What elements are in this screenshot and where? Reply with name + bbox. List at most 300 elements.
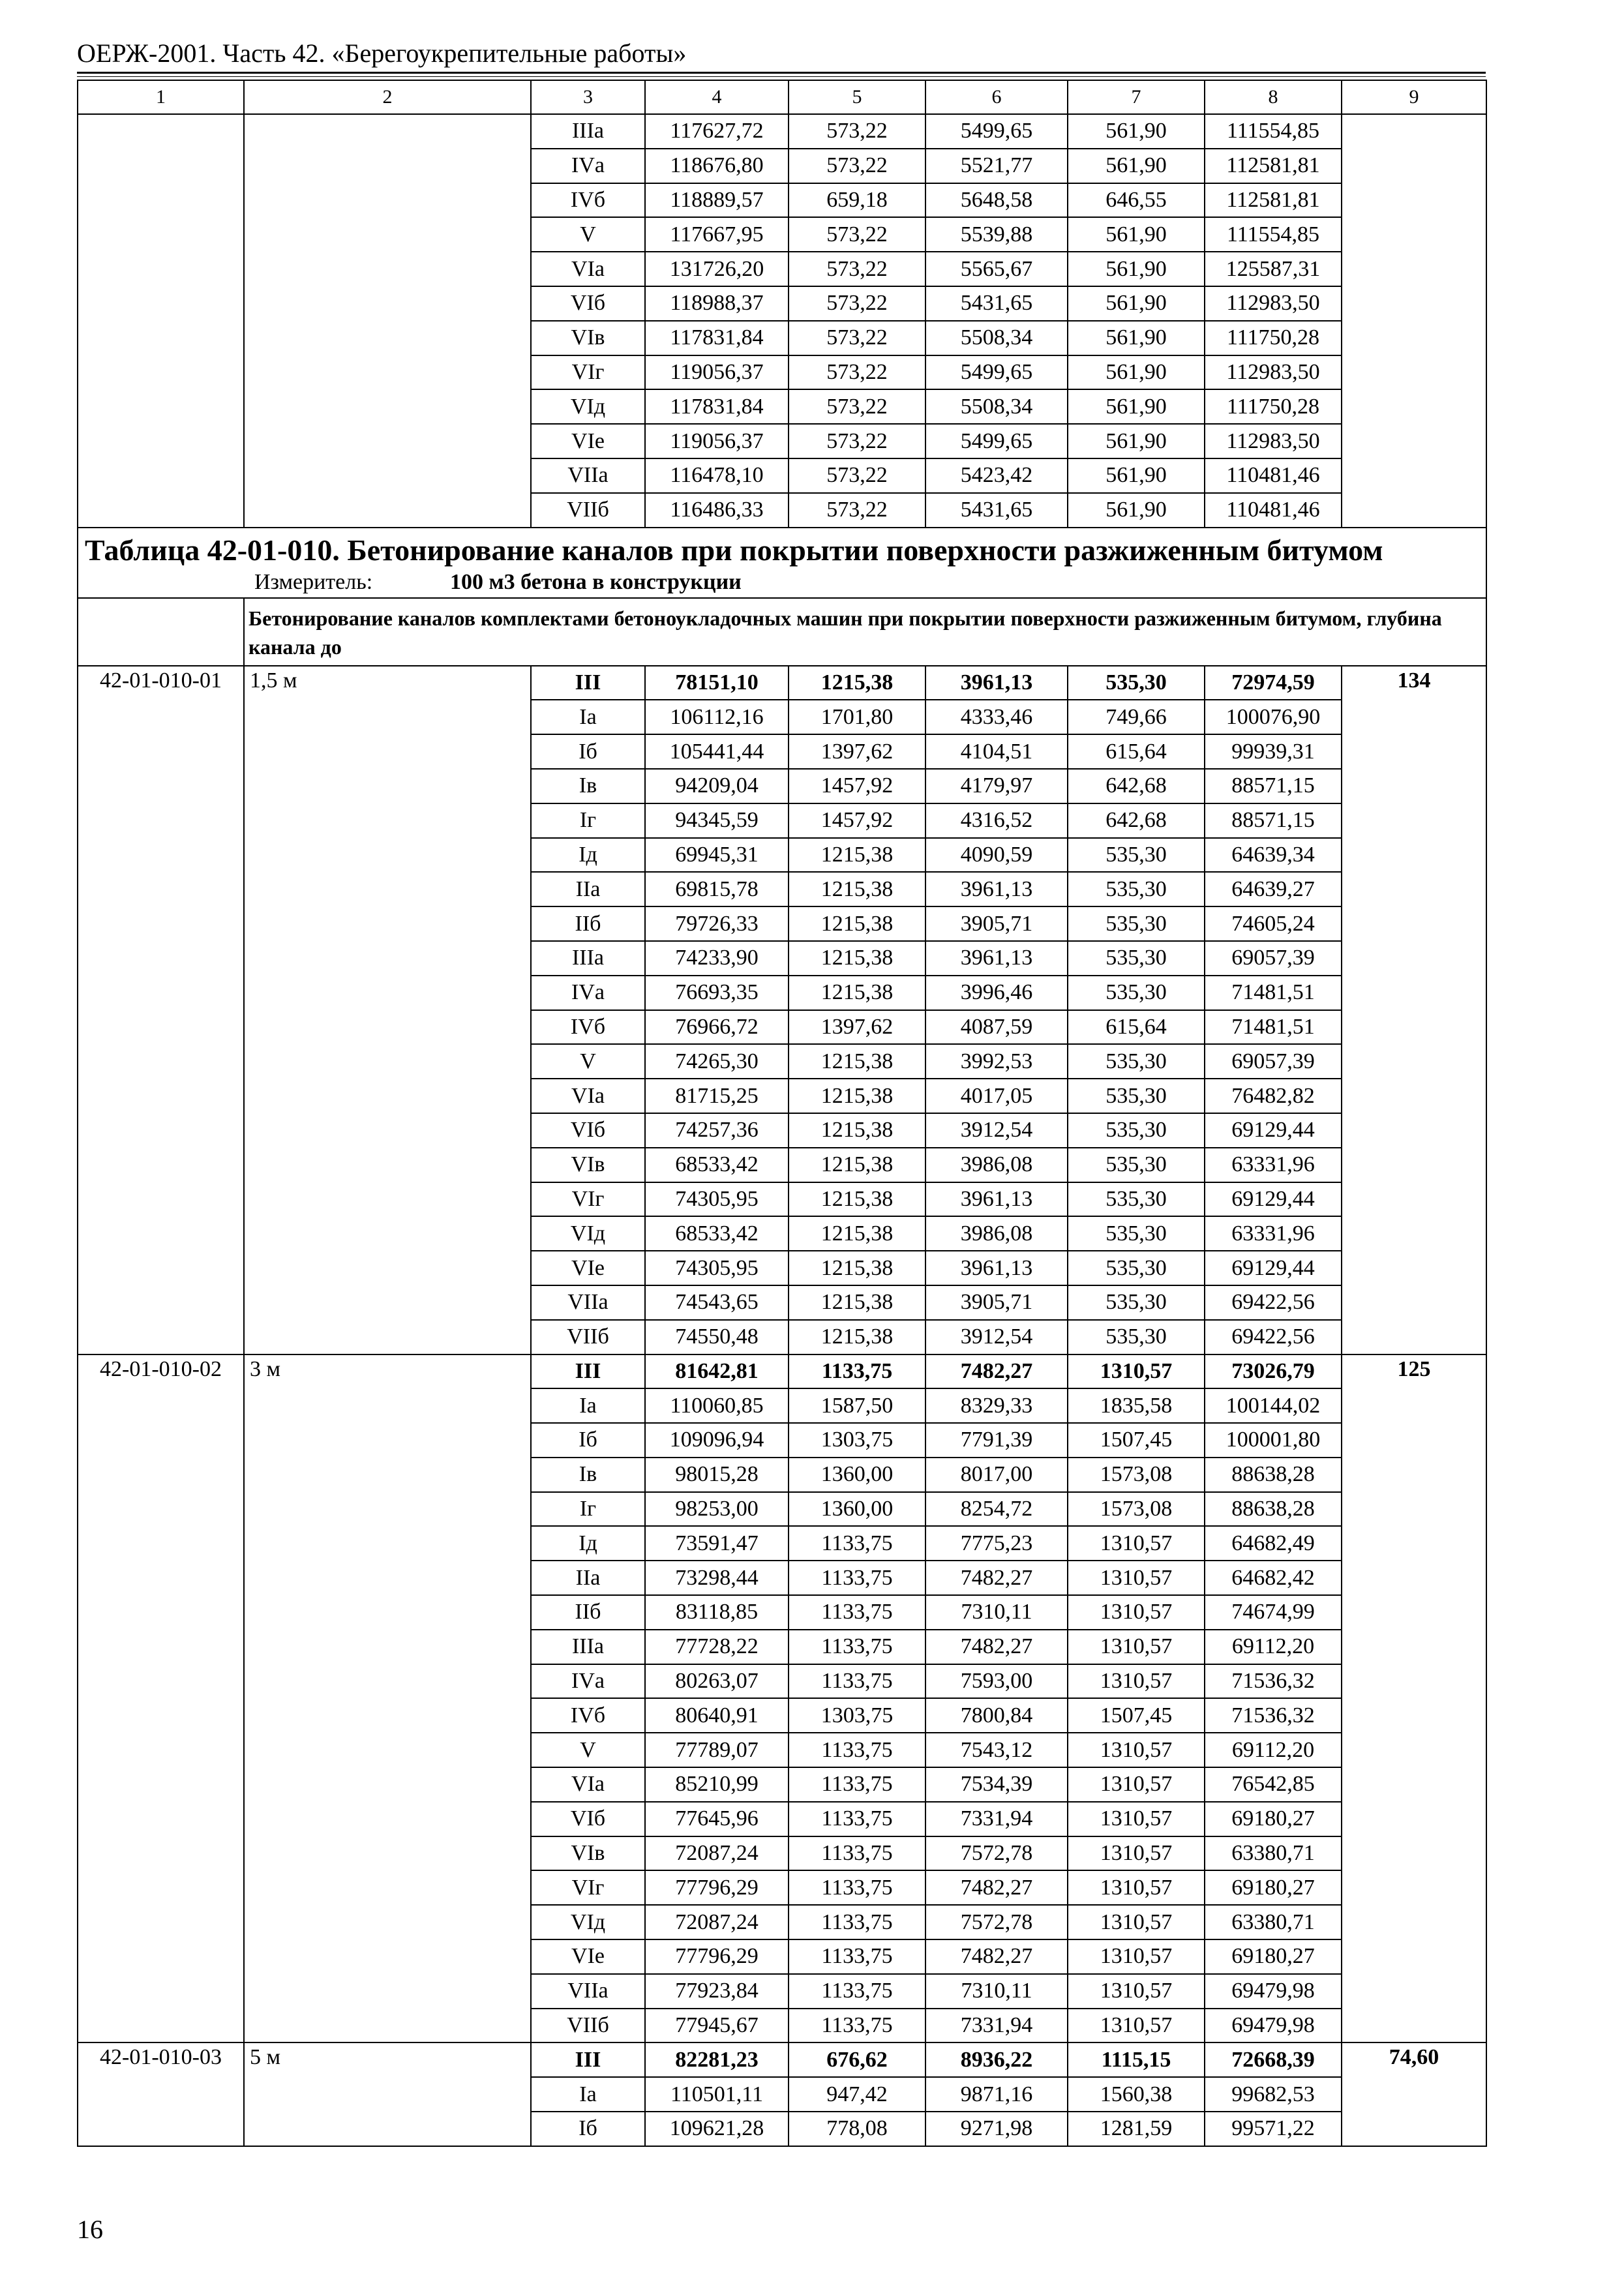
value-cell: 69129,44 [1205, 1251, 1342, 1285]
value-cell: 573,22 [789, 389, 925, 424]
value-cell: 615,64 [1068, 734, 1205, 769]
value-cell: 110481,46 [1205, 493, 1342, 528]
value-cell: 659,18 [789, 183, 925, 218]
value-cell: 7543,12 [925, 1733, 1068, 1767]
value-cell: 76693,35 [645, 976, 789, 1010]
value-cell: 76542,85 [1205, 1767, 1342, 1802]
value-cell: 1310,57 [1068, 1733, 1205, 1767]
value-cell: 561,90 [1068, 493, 1205, 528]
value-cell: 7791,39 [925, 1423, 1068, 1458]
value-cell: 4104,51 [925, 734, 1068, 769]
value-cell: 119056,37 [645, 424, 789, 458]
value-cell: 100076,90 [1205, 700, 1342, 734]
value-cell: 8017,00 [925, 1458, 1068, 1492]
value-cell: 71536,32 [1205, 1664, 1342, 1699]
column-number: 7 [1068, 80, 1205, 114]
zone-cell: VIе [531, 1251, 645, 1285]
value-cell: 676,62 [789, 2042, 925, 2077]
value-cell: 117831,84 [645, 389, 789, 424]
value-cell: 1457,92 [789, 769, 925, 803]
value-cell: 5431,65 [925, 493, 1068, 528]
value-cell: 116478,10 [645, 458, 789, 493]
value-cell: 1215,38 [789, 1320, 925, 1354]
value-cell: 63380,71 [1205, 1905, 1342, 1939]
value-cell: 69479,98 [1205, 2009, 1342, 2043]
value-cell: 81715,25 [645, 1079, 789, 1113]
cont-price-cell [1342, 114, 1486, 528]
value-cell: 72974,59 [1205, 666, 1342, 700]
value-cell: 1310,57 [1068, 1870, 1205, 1905]
value-cell: 5565,67 [925, 252, 1068, 286]
value-cell: 1310,57 [1068, 1526, 1205, 1561]
value-cell: 118889,57 [645, 183, 789, 218]
value-cell: 74550,48 [645, 1320, 789, 1354]
value-cell: 1215,38 [789, 1285, 925, 1320]
column-number: 8 [1205, 80, 1342, 114]
zone-cell: IVб [531, 1698, 645, 1733]
value-cell: 1133,75 [789, 1664, 925, 1699]
zone-cell: IVа [531, 1664, 645, 1699]
value-cell: 72087,24 [645, 1836, 789, 1871]
value-cell: 71481,51 [1205, 1010, 1342, 1045]
value-cell: 119056,37 [645, 355, 789, 390]
value-cell: 535,30 [1068, 1182, 1205, 1217]
value-cell: 3961,13 [925, 1251, 1068, 1285]
value-cell: 1133,75 [789, 1836, 925, 1871]
value-cell: 1310,57 [1068, 1595, 1205, 1630]
zone-cell: IVа [531, 149, 645, 183]
value-cell: 561,90 [1068, 149, 1205, 183]
value-cell: 5539,88 [925, 217, 1068, 252]
meter-row [78, 567, 1486, 598]
value-cell: 74674,99 [1205, 1595, 1342, 1630]
table-title-row [78, 528, 1486, 567]
value-cell: 3986,08 [925, 1148, 1068, 1182]
rate-parameter: 3 м [244, 1354, 531, 2043]
value-cell: 1133,75 [789, 1526, 925, 1561]
zone-cell: VIг [531, 355, 645, 390]
value-cell: 3996,46 [925, 976, 1068, 1010]
value-cell: 535,30 [1068, 838, 1205, 873]
value-cell: 74305,95 [645, 1182, 789, 1217]
value-cell: 5499,65 [925, 114, 1068, 149]
value-cell: 573,22 [789, 149, 925, 183]
value-cell: 118676,80 [645, 149, 789, 183]
cont-code-cell [78, 114, 244, 528]
value-cell: 561,90 [1068, 355, 1205, 390]
value-cell: 535,30 [1068, 1320, 1205, 1354]
value-cell: 1215,38 [789, 838, 925, 873]
zone-cell: VIа [531, 1767, 645, 1802]
value-cell: 8254,72 [925, 1492, 1068, 1527]
zone-cell: VIIб [531, 1320, 645, 1354]
value-cell: 74305,95 [645, 1251, 789, 1285]
value-cell: 573,22 [789, 286, 925, 321]
value-cell: 4017,05 [925, 1079, 1068, 1113]
value-cell: 71536,32 [1205, 1698, 1342, 1733]
value-cell: 573,22 [789, 217, 925, 252]
value-cell: 7482,27 [925, 1630, 1068, 1664]
rate-parameter: 5 м [244, 2042, 531, 2146]
value-cell: 1507,45 [1068, 1423, 1205, 1458]
value-cell: 100144,02 [1205, 1388, 1342, 1423]
zone-cell: Iа [531, 700, 645, 734]
zone-cell: VIIа [531, 1974, 645, 2009]
zone-cell: VIв [531, 1148, 645, 1182]
value-cell: 125587,31 [1205, 252, 1342, 286]
value-cell: 69422,56 [1205, 1320, 1342, 1354]
rates-table-body [78, 80, 1486, 2146]
value-cell: 88571,15 [1205, 803, 1342, 838]
zone-cell: VIб [531, 1113, 645, 1148]
value-cell: 1457,92 [789, 803, 925, 838]
value-cell: 88638,28 [1205, 1492, 1342, 1527]
value-cell: 69180,27 [1205, 1802, 1342, 1836]
zone-cell: Iа [531, 2077, 645, 2112]
value-cell: 1133,75 [789, 1974, 925, 2009]
value-cell: 7331,94 [925, 1802, 1068, 1836]
value-cell: 74605,24 [1205, 906, 1342, 941]
value-cell: 561,90 [1068, 321, 1205, 355]
value-cell: 535,30 [1068, 1044, 1205, 1079]
value-cell: 1573,08 [1068, 1492, 1205, 1527]
value-cell: 1215,38 [789, 872, 925, 906]
value-cell: 1573,08 [1068, 1458, 1205, 1492]
zone-cell: V [531, 1044, 645, 1079]
zone-cell: Iг [531, 803, 645, 838]
value-cell: 112983,50 [1205, 424, 1342, 458]
value-cell: 7593,00 [925, 1664, 1068, 1699]
value-cell: 8936,22 [925, 2042, 1068, 2077]
header-rule-thick [77, 72, 1486, 74]
zone-cell: Iа [531, 1388, 645, 1423]
value-cell: 561,90 [1068, 217, 1205, 252]
value-cell: 8329,33 [925, 1388, 1068, 1423]
value-cell: 77796,29 [645, 1870, 789, 1905]
value-cell: 64682,42 [1205, 1561, 1342, 1595]
value-cell: 7572,78 [925, 1836, 1068, 1871]
value-cell: 81642,81 [645, 1354, 789, 1389]
value-cell: 112581,81 [1205, 183, 1342, 218]
value-cell: 80263,07 [645, 1664, 789, 1699]
value-cell: 1507,45 [1068, 1698, 1205, 1733]
value-cell: 5431,65 [925, 286, 1068, 321]
value-cell: 3986,08 [925, 1216, 1068, 1251]
zone-cell: VIIа [531, 458, 645, 493]
value-cell: 1215,38 [789, 1079, 925, 1113]
value-cell: 73026,79 [1205, 1354, 1342, 1389]
value-cell: 1310,57 [1068, 1905, 1205, 1939]
value-cell: 573,22 [789, 252, 925, 286]
value-cell: 110501,11 [645, 2077, 789, 2112]
description-empty-cell [78, 598, 244, 666]
column-number: 3 [531, 80, 645, 114]
value-cell: 69180,27 [1205, 1870, 1342, 1905]
value-cell: 1397,62 [789, 1010, 925, 1045]
value-cell: 82281,23 [645, 2042, 789, 2077]
value-cell: 573,22 [789, 355, 925, 390]
value-cell: 535,30 [1068, 976, 1205, 1010]
value-cell: 535,30 [1068, 1216, 1205, 1251]
meter-value: 100 м3 бетона в конструкции [450, 569, 742, 594]
value-cell: 1310,57 [1068, 1354, 1205, 1389]
value-cell: 7572,78 [925, 1905, 1068, 1939]
value-cell: 74257,36 [645, 1113, 789, 1148]
value-cell: 88638,28 [1205, 1458, 1342, 1492]
value-cell: 111750,28 [1205, 389, 1342, 424]
value-cell: 78151,10 [645, 666, 789, 700]
value-cell: 5499,65 [925, 355, 1068, 390]
value-cell: 105441,44 [645, 734, 789, 769]
value-cell: 573,22 [789, 321, 925, 355]
value-cell: 1303,75 [789, 1423, 925, 1458]
zone-cell: IVа [531, 976, 645, 1010]
header-rule-thin [77, 76, 1486, 77]
value-cell: 947,42 [789, 2077, 925, 2112]
zone-cell: VIд [531, 389, 645, 424]
value-cell: 535,30 [1068, 906, 1205, 941]
zone-cell: IIа [531, 1561, 645, 1595]
value-cell: 77923,84 [645, 1974, 789, 2009]
value-cell: 1215,38 [789, 1044, 925, 1079]
value-cell: 1133,75 [789, 1630, 925, 1664]
value-cell: 1133,75 [789, 1354, 925, 1389]
value-cell: 5508,34 [925, 321, 1068, 355]
value-cell: 110060,85 [645, 1388, 789, 1423]
value-cell: 94209,04 [645, 769, 789, 803]
value-cell: 85210,99 [645, 1767, 789, 1802]
zone-cell: IIа [531, 872, 645, 906]
zone-cell: Iг [531, 1492, 645, 1527]
value-cell: 1310,57 [1068, 1974, 1205, 2009]
value-cell: 7331,94 [925, 2009, 1068, 2043]
value-cell: 63331,96 [1205, 1216, 1342, 1251]
zone-cell: VIг [531, 1182, 645, 1217]
value-cell: 1115,15 [1068, 2042, 1205, 2077]
value-cell: 1133,75 [789, 1595, 925, 1630]
cont-param-cell [244, 114, 531, 528]
value-cell: 1215,38 [789, 1113, 925, 1148]
value-cell: 69479,98 [1205, 1974, 1342, 2009]
value-cell: 1835,58 [1068, 1388, 1205, 1423]
value-cell: 1133,75 [789, 2009, 925, 2043]
value-cell: 73591,47 [645, 1526, 789, 1561]
value-cell: 1215,38 [789, 666, 925, 700]
value-cell: 112581,81 [1205, 149, 1342, 183]
value-cell: 1133,75 [789, 1870, 925, 1905]
column-number: 4 [645, 80, 789, 114]
table-row [78, 114, 1486, 149]
zone-cell: VIб [531, 1802, 645, 1836]
value-cell: 111554,85 [1205, 114, 1342, 149]
column-number-row [78, 80, 1486, 114]
table-description: Бетонирование каналов комплектами бетоноукладочных машин при покрытии поверхности разжиженным битумом, глубина канала до [244, 598, 1486, 666]
value-cell: 1303,75 [789, 1698, 925, 1733]
value-cell: 1310,57 [1068, 1664, 1205, 1699]
value-cell: 77945,67 [645, 2009, 789, 2043]
zone-cell: IIIа [531, 941, 645, 976]
value-cell: 74265,30 [645, 1044, 789, 1079]
value-cell: 1360,00 [789, 1492, 925, 1527]
value-cell: 100001,80 [1205, 1423, 1342, 1458]
zone-cell: IIIа [531, 1630, 645, 1664]
value-cell: 4333,46 [925, 700, 1068, 734]
value-cell: 4090,59 [925, 838, 1068, 873]
value-cell: 7310,11 [925, 1974, 1068, 2009]
table-title: Таблица 42-01-010. Бетонирование каналов при покрытии поверхности разжиженным битумом [78, 528, 1486, 567]
description-row [78, 598, 1486, 666]
value-cell: 749,66 [1068, 700, 1205, 734]
value-cell: 74233,90 [645, 941, 789, 976]
page-number: 16 [77, 2215, 103, 2244]
zone-cell: VIIб [531, 493, 645, 528]
value-cell: 535,30 [1068, 1113, 1205, 1148]
value-cell: 79726,33 [645, 906, 789, 941]
value-cell: 69945,31 [645, 838, 789, 873]
rate-price: 134 [1342, 666, 1486, 1354]
value-cell: 64639,34 [1205, 838, 1342, 873]
value-cell: 1701,80 [789, 700, 925, 734]
value-cell: 3912,54 [925, 1113, 1068, 1148]
value-cell: 63380,71 [1205, 1836, 1342, 1871]
zone-cell: VIг [531, 1870, 645, 1905]
value-cell: 1587,50 [789, 1388, 925, 1423]
value-cell: 1310,57 [1068, 2009, 1205, 2043]
value-cell: 535,30 [1068, 666, 1205, 700]
value-cell: 99571,22 [1205, 2112, 1342, 2146]
value-cell: 7775,23 [925, 1526, 1068, 1561]
value-cell: 1215,38 [789, 1216, 925, 1251]
zone-cell: VIе [531, 1939, 645, 1974]
value-cell: 110481,46 [1205, 458, 1342, 493]
value-cell: 94345,59 [645, 803, 789, 838]
value-cell: 1310,57 [1068, 1802, 1205, 1836]
value-cell: 1310,57 [1068, 1836, 1205, 1871]
value-cell: 69112,20 [1205, 1733, 1342, 1767]
value-cell: 3961,13 [925, 941, 1068, 976]
zone-cell: V [531, 1733, 645, 1767]
value-cell: 99939,31 [1205, 734, 1342, 769]
meter-label: Измеритель: [254, 569, 373, 594]
value-cell: 111554,85 [1205, 217, 1342, 252]
zone-cell: VIб [531, 286, 645, 321]
value-cell: 63331,96 [1205, 1148, 1342, 1182]
value-cell: 535,30 [1068, 1079, 1205, 1113]
value-cell: 1215,38 [789, 1251, 925, 1285]
value-cell: 77728,22 [645, 1630, 789, 1664]
zone-cell: Iд [531, 1526, 645, 1561]
zone-cell: Iб [531, 734, 645, 769]
page-header-title: ОЕРЖ-2001. Часть 42. «Берегоукрепительные работы» [77, 38, 687, 68]
value-cell: 5423,42 [925, 458, 1068, 493]
value-cell: 72668,39 [1205, 2042, 1342, 2077]
value-cell: 71481,51 [1205, 976, 1342, 1010]
value-cell: 561,90 [1068, 424, 1205, 458]
value-cell: 1310,57 [1068, 1767, 1205, 1802]
zone-cell: III [531, 1354, 645, 1389]
zone-cell: VIа [531, 252, 645, 286]
value-cell: 76482,82 [1205, 1079, 1342, 1113]
zone-cell: VIд [531, 1905, 645, 1939]
value-cell: 1360,00 [789, 1458, 925, 1492]
rate-code: 42-01-010-03 [78, 2042, 244, 2146]
zone-cell: Iб [531, 1423, 645, 1458]
value-cell: 69112,20 [1205, 1630, 1342, 1664]
value-cell: 573,22 [789, 114, 925, 149]
value-cell: 1215,38 [789, 941, 925, 976]
value-cell: 1397,62 [789, 734, 925, 769]
value-cell: 1133,75 [789, 1561, 925, 1595]
zone-cell: Iб [531, 2112, 645, 2146]
value-cell: 117627,72 [645, 114, 789, 149]
value-cell: 117831,84 [645, 321, 789, 355]
value-cell: 7482,27 [925, 1870, 1068, 1905]
value-cell: 4316,52 [925, 803, 1068, 838]
value-cell: 642,68 [1068, 769, 1205, 803]
zone-cell: III [531, 2042, 645, 2077]
rate-price: 125 [1342, 1354, 1486, 2043]
zone-cell: VIд [531, 1216, 645, 1251]
value-cell: 5648,58 [925, 183, 1068, 218]
zone-cell: Iв [531, 769, 645, 803]
zone-cell: IIб [531, 906, 645, 941]
value-cell: 561,90 [1068, 252, 1205, 286]
value-cell: 535,30 [1068, 1285, 1205, 1320]
value-cell: 69129,44 [1205, 1182, 1342, 1217]
value-cell: 1133,75 [789, 1905, 925, 1939]
value-cell: 1215,38 [789, 1148, 925, 1182]
value-cell: 573,22 [789, 493, 925, 528]
value-cell: 3961,13 [925, 1182, 1068, 1217]
zone-cell: IVб [531, 1010, 645, 1045]
value-cell: 7482,27 [925, 1939, 1068, 1974]
value-cell: 69422,56 [1205, 1285, 1342, 1320]
value-cell: 77796,29 [645, 1939, 789, 1974]
value-cell: 3961,13 [925, 666, 1068, 700]
value-cell: 7482,27 [925, 1354, 1068, 1389]
value-cell: 9271,98 [925, 2112, 1068, 2146]
value-cell: 3961,13 [925, 872, 1068, 906]
column-number: 6 [925, 80, 1068, 114]
value-cell: 112983,50 [1205, 355, 1342, 390]
value-cell: 77645,96 [645, 1802, 789, 1836]
value-cell: 5499,65 [925, 424, 1068, 458]
zone-cell: VIв [531, 1836, 645, 1871]
value-cell: 1215,38 [789, 976, 925, 1010]
column-number: 2 [244, 80, 531, 114]
value-cell: 561,90 [1068, 389, 1205, 424]
table-row [78, 666, 1486, 700]
value-cell: 7482,27 [925, 1561, 1068, 1595]
value-cell: 561,90 [1068, 114, 1205, 149]
value-cell: 80640,91 [645, 1698, 789, 1733]
value-cell: 69057,39 [1205, 1044, 1342, 1079]
rate-price: 74,60 [1342, 2042, 1486, 2146]
column-number: 1 [78, 80, 244, 114]
value-cell: 7534,39 [925, 1767, 1068, 1802]
value-cell: 1310,57 [1068, 1939, 1205, 1974]
zone-cell: IIб [531, 1595, 645, 1630]
zone-cell: III [531, 666, 645, 700]
value-cell: 1215,38 [789, 906, 925, 941]
value-cell: 68533,42 [645, 1148, 789, 1182]
value-cell: 1281,59 [1068, 2112, 1205, 2146]
value-cell: 3912,54 [925, 1320, 1068, 1354]
zone-cell: V [531, 217, 645, 252]
value-cell: 118988,37 [645, 286, 789, 321]
value-cell: 561,90 [1068, 286, 1205, 321]
value-cell: 642,68 [1068, 803, 1205, 838]
